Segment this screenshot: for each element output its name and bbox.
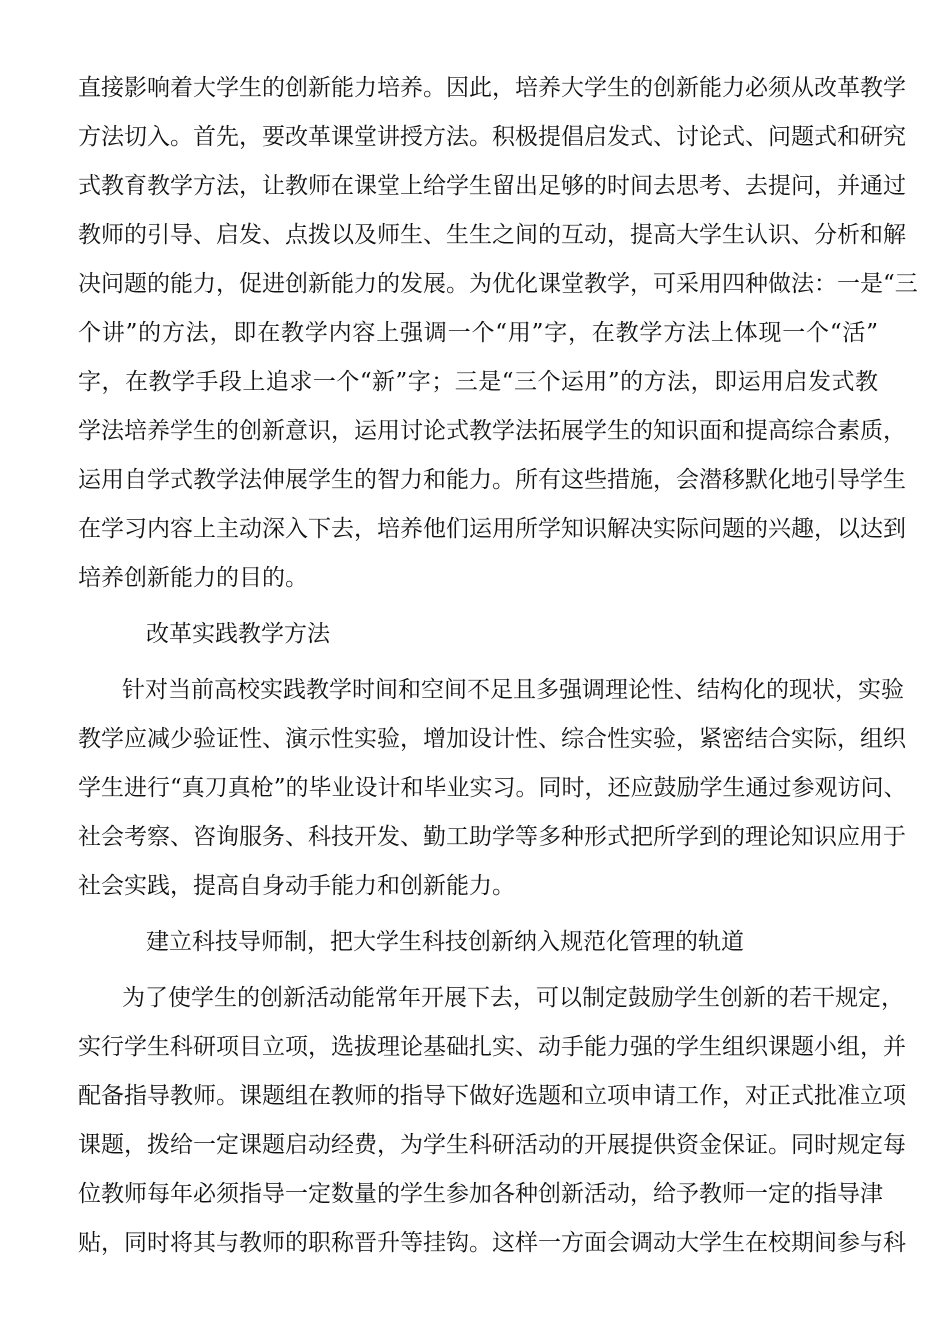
paragraph-line: 教学应减少验证性、演示性实验，增加设计性、综合性实验，紧密结合实际，组织	[78, 726, 906, 752]
paragraph-line: 教师的引导、启发、点拨以及师生、生生之间的互动，提高大学生认识、分析和解	[78, 222, 906, 248]
paragraph-line: 针对当前高校实践教学时间和空间不足且多强调理论性、结构化的现状，实验	[122, 677, 904, 703]
paragraph-line: 方法切入。首先，要改革课堂讲授方法。积极提倡启发式、讨论式、问题式和研究	[78, 124, 906, 150]
paragraph-line: 为了使学生的创新活动能常年开展下去，可以制定鼓励学生创新的若干规定，	[122, 985, 904, 1011]
paragraph-line: 社会考察、咨询服务、科技开发、勤工助学等多种形式把所学到的理论知识应用于	[78, 824, 906, 850]
paragraph-line: 运用自学式教学法伸展学生的智力和能力。所有这些措施，会潜移默化地引导学生	[78, 467, 906, 493]
paragraph-line: 社会实践，提高自身动手能力和创新能力。	[78, 873, 515, 899]
paragraph-line: 决问题的能力，促进创新能力的发展。为优化课堂教学，可采用四种做法：一是“三	[78, 271, 918, 297]
paragraph-line: 学法培养学生的创新意识，运用讨论式教学法拓展学生的知识面和提高综合素质，	[78, 418, 906, 444]
paragraph-line: 式教育教学方法，让教师在课堂上给学生留出足够的时间去思考、去提问，并通过	[78, 173, 906, 199]
paragraph-line: 字，在教学手段上追求一个“新”字；三是“三个运用”的方法，即运用启发式教	[78, 369, 878, 395]
section-heading: 改革实践教学方法	[146, 621, 330, 647]
paragraph-line: 配备指导教师。课题组在教师的指导下做好选题和立项申请工作，对正式批准立项	[78, 1083, 906, 1109]
paragraph-line: 位教师每年必须指导一定数量的学生参加各种创新活动，给予教师一定的指导津	[78, 1181, 883, 1207]
section-heading: 建立科技导师制，把大学生科技创新纳入规范化管理的轨道	[146, 929, 744, 955]
paragraph-line: 培养创新能力的目的。	[78, 565, 308, 591]
paragraph-line: 个讲”的方法，即在教学内容上强调一个“用”字，在教学方法上体现一个“活”	[78, 320, 878, 346]
paragraph-line: 在学习内容上主动深入下去，培养他们运用所学知识解决实际问题的兴趣，以达到	[78, 516, 906, 542]
paragraph-line: 课题，拨给一定课题启动经费，为学生科研活动的开展提供资金保证。同时规定每	[78, 1132, 906, 1158]
paragraph-line: 直接影响着大学生的创新能力培养。因此，培养大学生的创新能力必须从改革教学	[78, 75, 906, 101]
paragraph-line: 实行学生科研项目立项，选拔理论基础扎实、动手能力强的学生组织课题小组，并	[78, 1034, 906, 1060]
paragraph-line: 贴，同时将其与教师的职称晋升等挂钩。这样一方面会调动大学生在校期间参与科	[78, 1230, 906, 1256]
paragraph-line: 学生进行“真刀真枪”的毕业设计和毕业实习。同时，还应鼓励学生通过参观访问、	[78, 775, 907, 801]
